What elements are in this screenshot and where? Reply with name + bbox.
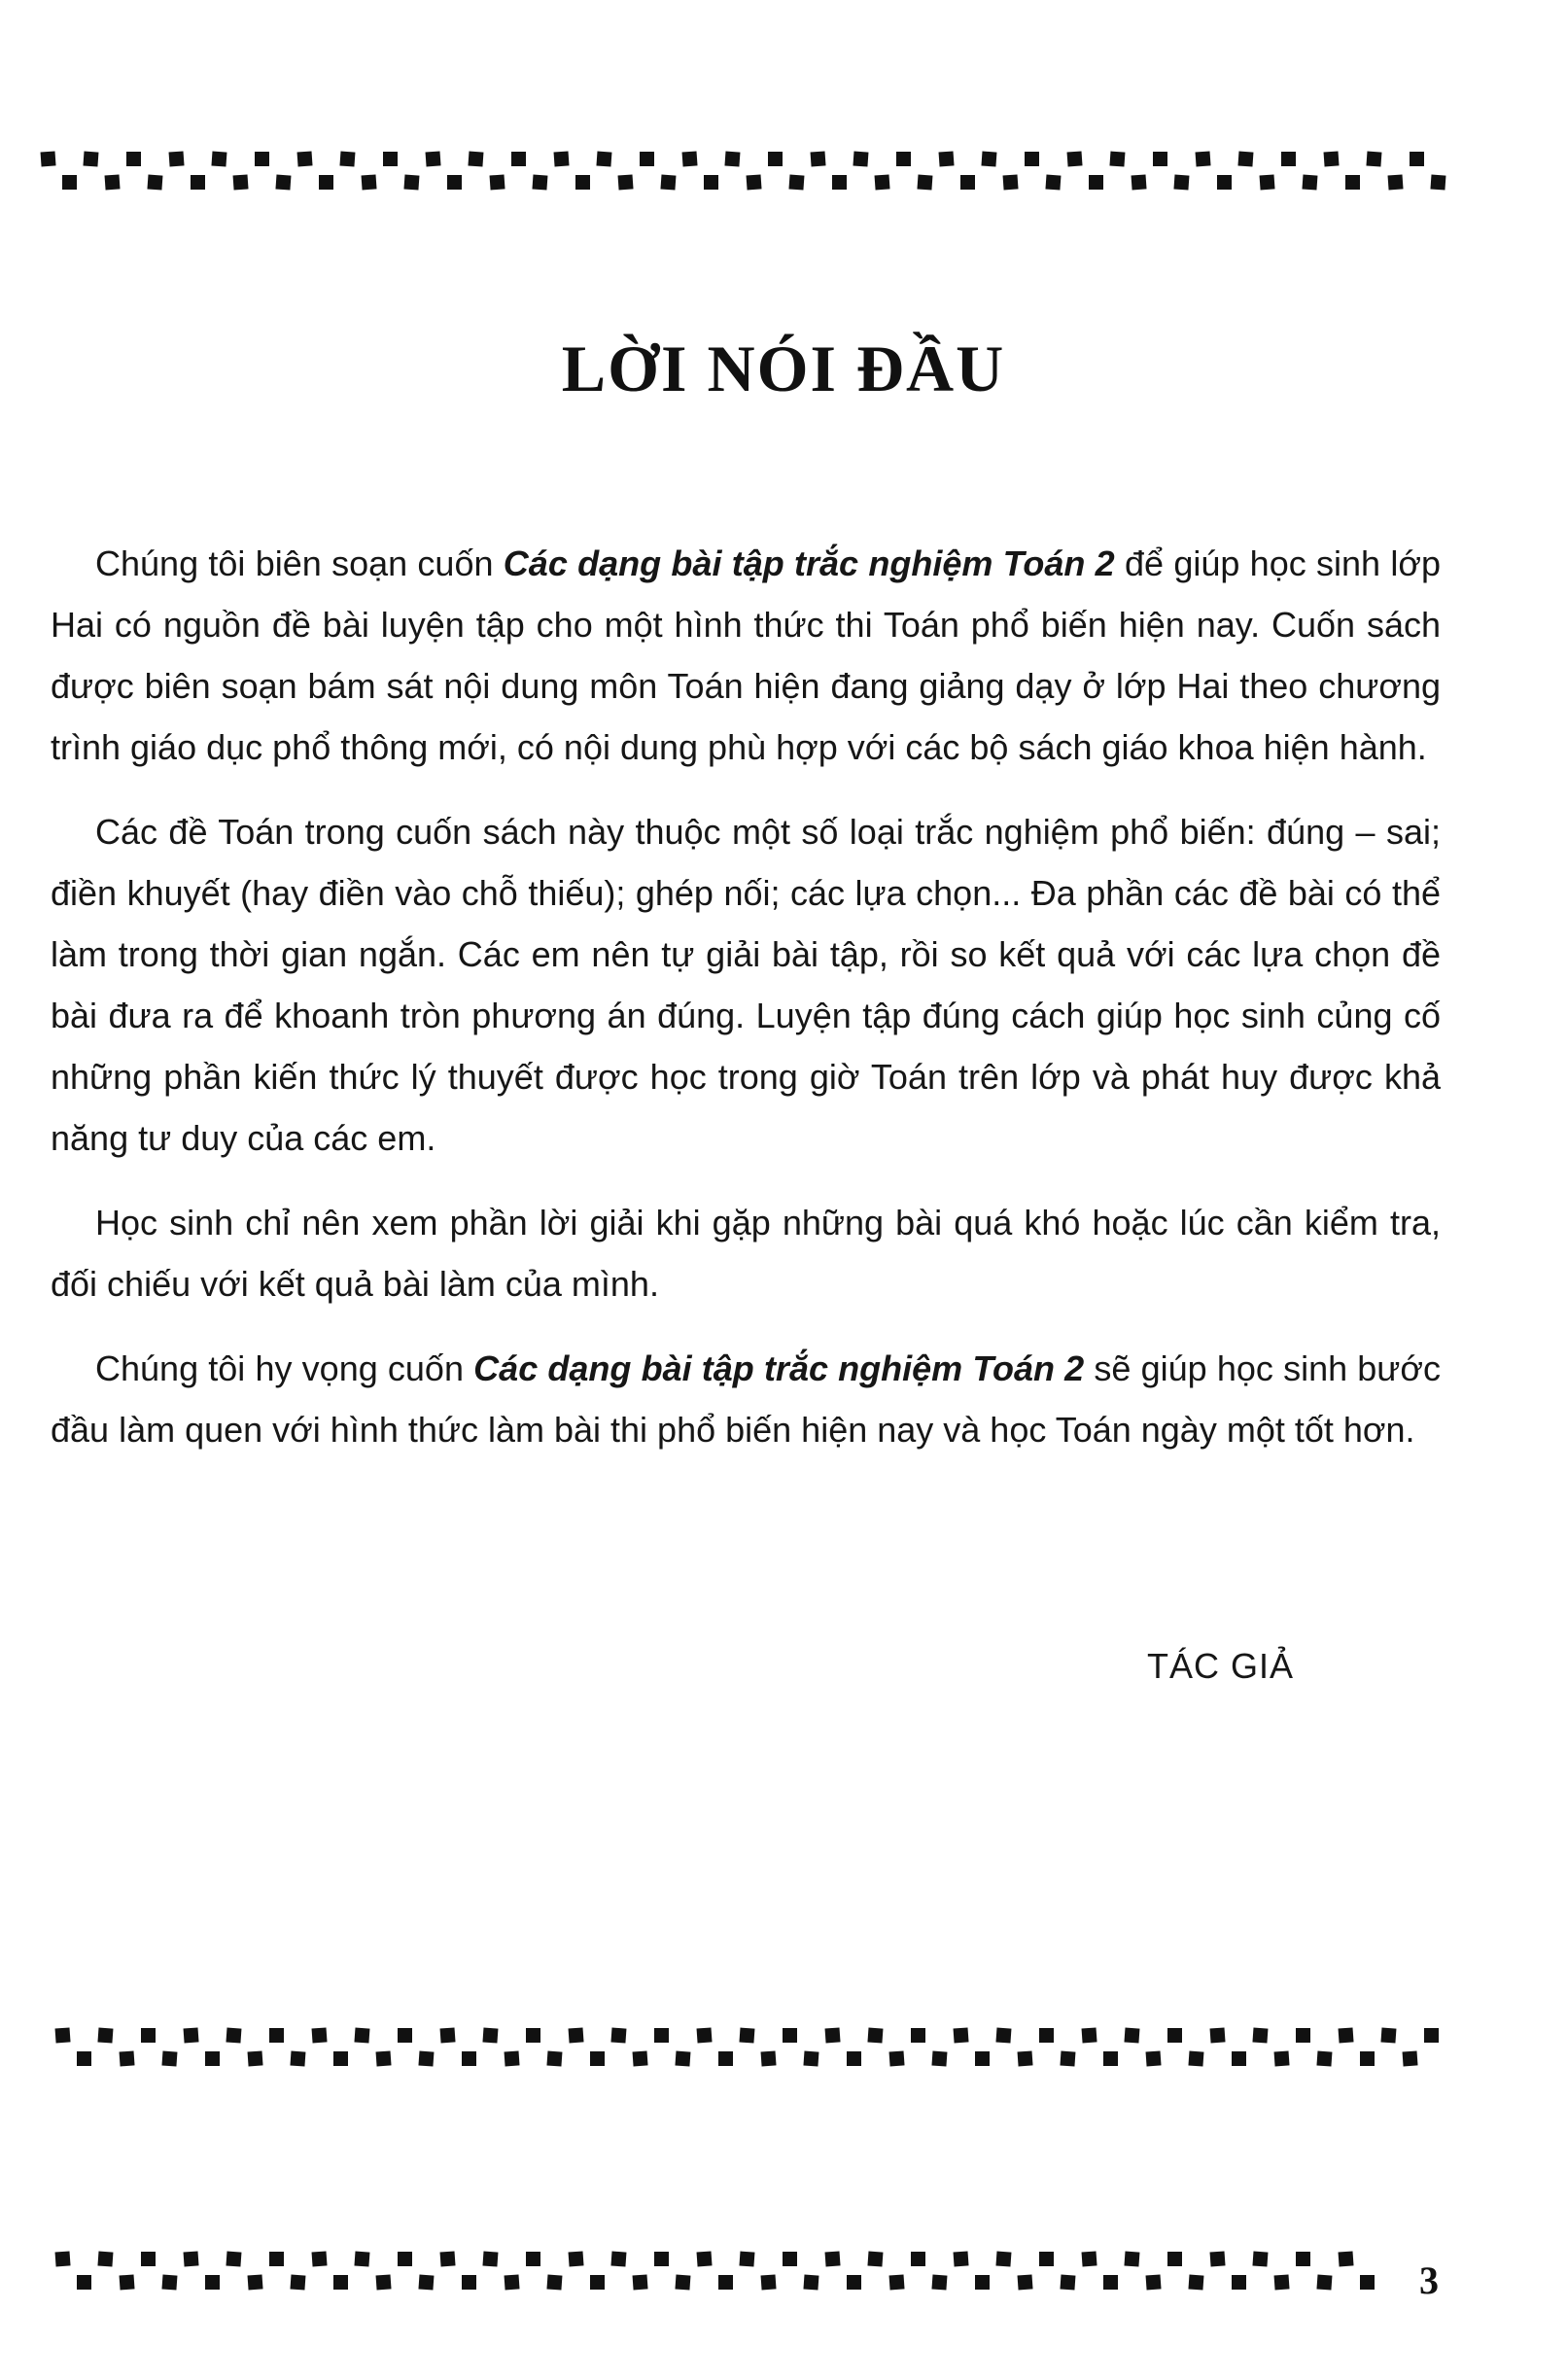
checker-square xyxy=(505,2050,520,2066)
checker-square xyxy=(1366,152,1381,167)
checker-square xyxy=(1060,2275,1075,2291)
checker-square xyxy=(1082,2251,1097,2266)
checker-square xyxy=(1232,2051,1246,2066)
paragraph-1-start: Chúng tôi biên soạn cuốn xyxy=(95,543,504,583)
book-title-1: Các dạng bài tập trắc nghiệm Toán 2 xyxy=(503,543,1115,583)
checker-square xyxy=(83,152,98,167)
page-title: LỜI NÓI ĐẦU xyxy=(561,332,1006,405)
checker-square xyxy=(618,174,634,190)
checker-square xyxy=(77,2275,91,2290)
checker-square xyxy=(1089,175,1103,190)
checker-square xyxy=(995,2028,1011,2044)
checker-square xyxy=(1060,2051,1075,2067)
checker-square xyxy=(1380,2028,1396,2044)
checker-square xyxy=(1132,174,1147,190)
checker-square xyxy=(546,2051,562,2067)
checker-square xyxy=(105,174,121,190)
checker-square xyxy=(184,2027,199,2043)
checker-square xyxy=(126,152,141,166)
checker-square xyxy=(569,2027,584,2043)
checker-square xyxy=(640,152,654,166)
checker-square xyxy=(77,2051,91,2066)
checker-square xyxy=(1316,2051,1332,2067)
checker-square xyxy=(1296,2028,1310,2043)
checker-square xyxy=(724,152,740,167)
checker-square xyxy=(482,2252,498,2267)
checker-square xyxy=(654,2028,669,2043)
checker-square xyxy=(211,152,226,167)
checker-square xyxy=(532,175,547,191)
checker-square xyxy=(917,175,932,191)
checker-square xyxy=(1252,2028,1268,2044)
checker-square xyxy=(169,151,185,166)
paragraph-4-end: sẽ giúp học sinh bước đầu làm quen với hình thức làm bài thi phổ biến hiện nay và học Toán ngày một tốt hơn. xyxy=(51,1348,1442,1450)
checker-square xyxy=(1025,152,1039,166)
checker-square xyxy=(1430,175,1445,191)
page-number: 3 xyxy=(1419,2258,1439,2302)
checker-square xyxy=(761,2274,777,2290)
checker-square xyxy=(1360,2051,1375,2066)
checker-square xyxy=(526,2252,540,2266)
checker-square xyxy=(426,151,441,166)
checker-square xyxy=(1018,2050,1033,2066)
checker-square xyxy=(853,152,868,167)
checker-square xyxy=(811,151,826,166)
checker-square xyxy=(739,2252,754,2267)
checker-square xyxy=(1188,2051,1203,2067)
checker-square xyxy=(161,2051,177,2067)
checker-square xyxy=(191,175,205,190)
checker-square xyxy=(1339,2251,1354,2266)
checker-square xyxy=(248,2274,263,2290)
checker-square xyxy=(610,2252,626,2267)
checker-square xyxy=(490,174,505,190)
checker-square xyxy=(398,2252,412,2266)
checker-square xyxy=(697,2251,713,2266)
checker-square xyxy=(675,2051,690,2067)
checker-square xyxy=(554,151,570,166)
checker-square xyxy=(418,2051,434,2067)
checker-square xyxy=(569,2251,584,2266)
checker-square xyxy=(747,174,762,190)
checker-square xyxy=(418,2275,434,2291)
checker-square xyxy=(1039,2028,1054,2043)
checker-square xyxy=(319,175,333,190)
checker-square xyxy=(1274,2274,1290,2290)
checker-square xyxy=(482,2028,498,2044)
book-title-2: Các dạng bài tập trắc nghiệm Toán 2 xyxy=(473,1348,1085,1388)
checker-square xyxy=(161,2275,177,2291)
checker-square xyxy=(911,2028,925,2043)
checker-square xyxy=(1232,2275,1246,2290)
checker-square xyxy=(1146,2274,1162,2290)
checker-square xyxy=(1360,2275,1375,2290)
checker-square xyxy=(440,2027,456,2043)
checker-square xyxy=(290,2275,305,2291)
checker-square xyxy=(505,2274,520,2290)
checker-square xyxy=(462,2275,476,2290)
checker-square xyxy=(654,2252,669,2266)
paragraph-2: Các đề Toán trong cuốn sách này thuộc một số loại trắc nghiệm phổ biến: đúng – sai; điền khuyết (hay điền vào chỗ thiếu); ghép nối; các lựa chọn... Đa phần các đề bài có thể làm trong thời gian ngắn. Các em nên tự giải bài tập, rồi so kết quả với các lựa chọn đề bài đưa ra để khoanh tròn phương án đúng. Luyện tập đúng cách giúp học sinh củng cố những phần kiến thức lý thuyết được học trong giờ Toán trên lớp và phát huy được khả năng tư duy của các em. xyxy=(51,812,1441,1158)
checker-square xyxy=(788,175,804,191)
checker-square xyxy=(783,2252,797,2266)
checker-square xyxy=(931,2051,947,2067)
checker-square xyxy=(1196,151,1211,166)
checker-square xyxy=(1103,2051,1118,2066)
checker-square xyxy=(226,2252,241,2267)
checker-square xyxy=(403,175,419,191)
checker-square xyxy=(226,2028,241,2044)
checker-square xyxy=(1296,2252,1310,2266)
checker-square xyxy=(1067,151,1083,166)
paragraph-4 xyxy=(51,1338,1441,1460)
checker-square xyxy=(1316,2275,1332,2291)
checker-square xyxy=(633,2274,648,2290)
checker-square xyxy=(141,2028,156,2043)
checker-square xyxy=(1124,2028,1139,2044)
checker-square xyxy=(269,2252,284,2266)
checker-square xyxy=(768,152,783,166)
checker-square xyxy=(120,2050,135,2066)
checker-square xyxy=(339,152,355,167)
checker-square xyxy=(896,152,911,166)
checker-square xyxy=(633,2050,648,2066)
checker-square xyxy=(832,175,847,190)
checker-square xyxy=(704,175,718,190)
checker-square xyxy=(761,2050,777,2066)
checker-square xyxy=(590,2275,605,2290)
checker-square xyxy=(141,2252,156,2266)
checker-square xyxy=(847,2275,861,2290)
checker-square xyxy=(1237,152,1253,167)
checker-square xyxy=(783,2028,797,2043)
checker-square xyxy=(1082,2027,1097,2043)
checker-square xyxy=(975,2275,990,2290)
paragraph-1 xyxy=(51,533,1441,778)
checker-square xyxy=(205,2051,220,2066)
checker-square xyxy=(739,2028,754,2044)
checker-square xyxy=(147,175,162,191)
checker-square xyxy=(575,175,590,190)
checker-square xyxy=(889,2050,905,2066)
checker-square xyxy=(184,2251,199,2266)
paragraph-4-start: Chúng tôi hy vọng cuốn xyxy=(95,1348,474,1388)
checker-square xyxy=(354,2252,369,2267)
checker-square xyxy=(718,2051,733,2066)
checker-square xyxy=(120,2274,135,2290)
checker-square xyxy=(354,2028,369,2044)
checker-square xyxy=(590,2051,605,2066)
checker-square xyxy=(1324,151,1340,166)
checker-square xyxy=(398,2028,412,2043)
checker-square xyxy=(269,2028,284,2043)
checker-square xyxy=(975,2051,990,2066)
checker-square xyxy=(41,151,56,166)
checker-square xyxy=(995,2252,1011,2267)
paragraph-1-end: để giúp học sinh lớp Hai có nguồn đề bài luyện tập cho một hình thức thi Toán phổ biến hiện nay. Cuốn sách được biên soạn bám sát nội dung môn Toán hiện đang giảng dạy ở lớp Hai theo chương trình giáo dục phổ thông mới, có nội dung phù hợp với các bộ sách giáo khoa hiện hành. xyxy=(51,543,1441,767)
checker-square xyxy=(1424,2028,1439,2043)
checker-square xyxy=(290,2051,305,2067)
checker-square xyxy=(1339,2027,1354,2043)
checker-square xyxy=(376,2274,392,2290)
checker-square xyxy=(889,2274,905,2290)
checker-square xyxy=(376,2050,392,2066)
checker-square xyxy=(248,2050,263,2066)
checker-square xyxy=(333,2275,348,2290)
checker-square xyxy=(1003,174,1019,190)
checker-square xyxy=(1039,2252,1054,2266)
checker-square xyxy=(867,2028,883,2044)
checker-square xyxy=(954,2251,969,2266)
checker-square xyxy=(55,2027,71,2043)
checker-square xyxy=(675,2275,690,2291)
checker-square xyxy=(1345,175,1360,190)
checker-square xyxy=(97,2252,113,2267)
checker-square xyxy=(1302,175,1317,191)
checker-square xyxy=(682,151,698,166)
checker-square xyxy=(610,2028,626,2044)
checker-square xyxy=(233,174,249,190)
checker-square xyxy=(1252,2252,1268,2267)
checker-square xyxy=(718,2275,733,2290)
checker-square xyxy=(1045,175,1061,191)
checker-square xyxy=(1167,2028,1182,2043)
checker-square xyxy=(1124,2252,1139,2267)
checker-square xyxy=(1146,2050,1162,2066)
checker-square xyxy=(383,152,398,166)
checker-square xyxy=(825,2251,841,2266)
checker-square xyxy=(954,2027,969,2043)
checker-square xyxy=(255,152,269,166)
checker-square xyxy=(362,174,377,190)
checker-square xyxy=(660,175,676,191)
checker-square xyxy=(546,2275,562,2291)
author-signature: TÁC GIẢ xyxy=(1147,1646,1295,1686)
checker-square xyxy=(847,2051,861,2066)
checker-square xyxy=(911,2252,925,2266)
checker-square xyxy=(803,2051,818,2067)
footer-checker-border xyxy=(53,2246,1395,2308)
checker-square xyxy=(981,152,996,167)
checker-square xyxy=(526,2028,540,2043)
checker-square xyxy=(312,2251,328,2266)
checker-square xyxy=(1388,174,1404,190)
checker-square xyxy=(511,152,526,166)
checker-square xyxy=(447,175,462,190)
checker-square xyxy=(1103,2275,1118,2290)
checker-square xyxy=(440,2251,456,2266)
checker-square xyxy=(931,2275,947,2291)
checker-square xyxy=(55,2251,71,2266)
checker-square xyxy=(803,2275,818,2291)
preface-body xyxy=(51,533,1441,1484)
checker-square xyxy=(1018,2274,1033,2290)
checker-square xyxy=(1210,2251,1226,2266)
checker-square xyxy=(1210,2027,1226,2043)
checker-square xyxy=(1109,152,1125,167)
checker-square xyxy=(205,2275,220,2290)
checker-square xyxy=(875,174,890,190)
checker-square xyxy=(1167,2252,1182,2266)
checker-square xyxy=(1410,152,1424,166)
checker-square xyxy=(275,175,291,191)
checker-square xyxy=(333,2051,348,2066)
checker-square xyxy=(697,2027,713,2043)
checker-square xyxy=(1153,152,1167,166)
checker-square xyxy=(596,152,611,167)
checker-square xyxy=(825,2027,841,2043)
checker-square xyxy=(1188,2275,1203,2291)
checker-square xyxy=(297,151,313,166)
checker-square xyxy=(62,175,77,190)
checker-square xyxy=(312,2027,328,2043)
checker-square xyxy=(939,151,955,166)
middle-checker-border xyxy=(53,2022,1453,2084)
checker-square xyxy=(1217,175,1232,190)
top-checker-border xyxy=(39,146,1448,208)
checker-square xyxy=(1403,2050,1418,2066)
checker-square xyxy=(462,2051,476,2066)
paragraph-3: Học sinh chỉ nên xem phần lời giải khi gặp những bài quá khó hoặc lúc cần kiểm tra, đối chiếu với kết quả bài làm của mình. xyxy=(51,1203,1441,1304)
checker-square xyxy=(1281,152,1296,166)
checker-square xyxy=(1274,2050,1290,2066)
checker-square xyxy=(960,175,975,190)
checker-square xyxy=(867,2252,883,2267)
checker-square xyxy=(468,152,483,167)
checker-square xyxy=(97,2028,113,2044)
checker-square xyxy=(1173,175,1189,191)
checker-square xyxy=(1260,174,1275,190)
